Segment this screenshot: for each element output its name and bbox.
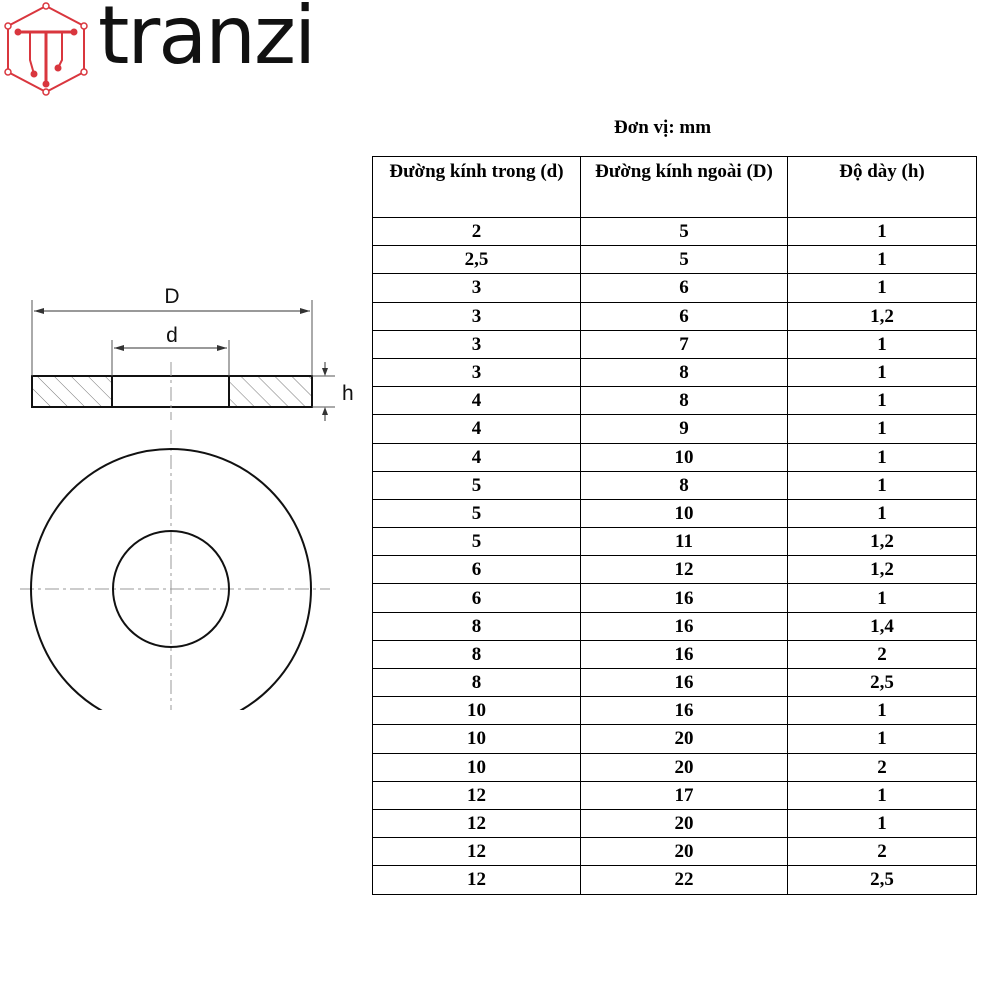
table-row (373, 330, 977, 358)
cell-inner-diameter: 12 (373, 838, 581, 866)
cell-outer-diameter: 9 (581, 415, 788, 443)
cell-outer-diameter: 16 (581, 697, 788, 725)
cell-outer-diameter: 16 (581, 612, 788, 640)
cell-outer-diameter: 20 (581, 753, 788, 781)
table-row (373, 218, 977, 246)
cell-thickness: 1 (788, 471, 977, 499)
table-row (373, 274, 977, 302)
cell-thickness: 2 (788, 753, 977, 781)
cell-inner-diameter: 3 (373, 358, 581, 386)
cell-thickness: 1 (788, 584, 977, 612)
cell-thickness: 2,5 (788, 866, 977, 894)
cell-outer-diameter: 8 (581, 471, 788, 499)
table-row (373, 669, 977, 697)
cell-inner-diameter: 4 (373, 443, 581, 471)
cell-outer-diameter: 20 (581, 809, 788, 837)
cell-inner-diameter: 12 (373, 809, 581, 837)
cell-inner-diameter: 10 (373, 753, 581, 781)
table-row (373, 640, 977, 668)
table-row (373, 866, 977, 894)
cell-outer-diameter: 11 (581, 528, 788, 556)
cell-thickness: 1,2 (788, 302, 977, 330)
cell-outer-diameter: 5 (581, 246, 788, 274)
cell-thickness: 1 (788, 781, 977, 809)
table-header-row (373, 157, 977, 218)
washer-size-table (372, 156, 977, 895)
cell-thickness: 1 (788, 358, 977, 386)
cell-inner-diameter: 6 (373, 584, 581, 612)
cell-thickness: 1,2 (788, 528, 977, 556)
cell-thickness: 1 (788, 499, 977, 527)
cell-outer-diameter: 16 (581, 669, 788, 697)
cell-thickness: 1 (788, 330, 977, 358)
table-row (373, 499, 977, 527)
cell-thickness: 1 (788, 274, 977, 302)
cell-thickness: 2 (788, 838, 977, 866)
cell-outer-diameter: 10 (581, 443, 788, 471)
cell-thickness: 1 (788, 415, 977, 443)
tranzi-logo-icon (4, 2, 100, 98)
cell-inner-diameter: 5 (373, 528, 581, 556)
cell-thickness: 2,5 (788, 669, 977, 697)
cell-inner-diameter: 4 (373, 387, 581, 415)
cell-outer-diameter: 6 (581, 302, 788, 330)
table-row (373, 358, 977, 386)
cell-inner-diameter: 8 (373, 669, 581, 697)
cell-inner-diameter: 12 (373, 866, 581, 894)
cell-outer-diameter: 16 (581, 584, 788, 612)
table-row (373, 809, 977, 837)
table-row (373, 556, 977, 584)
cell-thickness: 1 (788, 443, 977, 471)
header-outer-diameter: Đường kính ngoài (D) (581, 157, 788, 218)
cell-outer-diameter: 12 (581, 556, 788, 584)
table-row (373, 528, 977, 556)
table-row (373, 838, 977, 866)
cell-thickness: 1,2 (788, 556, 977, 584)
table-row (373, 781, 977, 809)
inner-diameter-label: d (166, 324, 178, 347)
table-row (373, 725, 977, 753)
brand-name: tranzi (98, 0, 315, 82)
table-row (373, 246, 977, 274)
cell-outer-diameter: 6 (581, 274, 788, 302)
cell-thickness: 2 (788, 640, 977, 668)
cell-outer-diameter: 8 (581, 387, 788, 415)
thickness-dimension (312, 362, 354, 421)
cell-outer-diameter: 7 (581, 330, 788, 358)
cell-inner-diameter: 3 (373, 274, 581, 302)
cell-inner-diameter: 3 (373, 302, 581, 330)
unit-note: Đơn vị: mm (614, 117, 712, 138)
cell-inner-diameter: 10 (373, 697, 581, 725)
cell-outer-diameter: 16 (581, 640, 788, 668)
header-thickness: Độ dày (h) (788, 157, 977, 218)
cell-inner-diameter: 12 (373, 781, 581, 809)
outer-diameter-label: D (164, 285, 180, 308)
cell-inner-diameter: 2,5 (373, 246, 581, 274)
table-row (373, 415, 977, 443)
washer-drawing (0, 270, 370, 710)
table-row (373, 697, 977, 725)
cell-inner-diameter: 8 (373, 640, 581, 668)
table-row (373, 302, 977, 330)
table-row (373, 471, 977, 499)
cell-outer-diameter: 17 (581, 781, 788, 809)
cell-outer-diameter: 20 (581, 725, 788, 753)
table-row (373, 443, 977, 471)
cell-outer-diameter: 8 (581, 358, 788, 386)
cell-thickness: 1,4 (788, 612, 977, 640)
table-row (373, 753, 977, 781)
cell-outer-diameter: 22 (581, 866, 788, 894)
cell-outer-diameter: 20 (581, 838, 788, 866)
thickness-label: h (342, 382, 354, 405)
cell-thickness: 1 (788, 218, 977, 246)
cell-thickness: 1 (788, 246, 977, 274)
cell-inner-diameter: 10 (373, 725, 581, 753)
cell-inner-diameter: 8 (373, 612, 581, 640)
cell-thickness: 1 (788, 387, 977, 415)
table-row (373, 584, 977, 612)
top-view (20, 430, 330, 710)
cell-outer-diameter: 10 (581, 499, 788, 527)
cell-inner-diameter: 4 (373, 415, 581, 443)
cell-inner-diameter: 5 (373, 499, 581, 527)
cell-inner-diameter: 6 (373, 556, 581, 584)
header-inner-diameter: Đường kính trong (d) (373, 157, 581, 218)
cell-inner-diameter: 2 (373, 218, 581, 246)
cell-outer-diameter: 5 (581, 218, 788, 246)
cell-inner-diameter: 3 (373, 330, 581, 358)
cell-thickness: 1 (788, 809, 977, 837)
table-row (373, 387, 977, 415)
table-row (373, 612, 977, 640)
cell-inner-diameter: 5 (373, 471, 581, 499)
side-view (32, 362, 312, 420)
cell-thickness: 1 (788, 725, 977, 753)
cell-thickness: 1 (788, 697, 977, 725)
